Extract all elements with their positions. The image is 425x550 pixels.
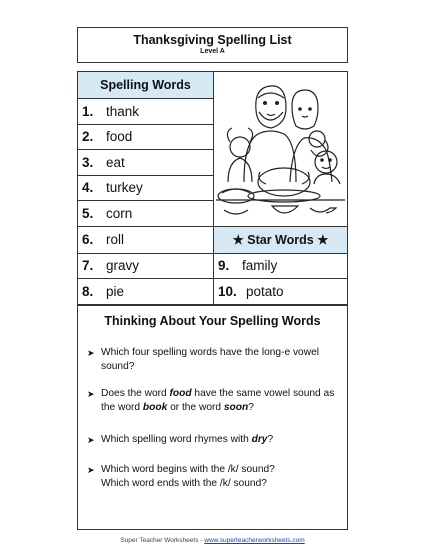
word: gravy — [106, 258, 140, 274]
word-row: 8. pie — [78, 279, 214, 305]
questions-heading: Thinking About Your Spelling Words — [104, 314, 321, 328]
arrow-icon: ➤ — [87, 348, 95, 358]
word-row: 4. turkey — [78, 175, 214, 201]
word: family — [242, 258, 278, 274]
word: roll — [106, 232, 125, 247]
arrow-icon: ➤ — [87, 389, 95, 399]
word: turkey — [106, 180, 143, 196]
word-row: 6. roll — [78, 226, 214, 253]
questions-box — [77, 305, 348, 530]
star-word-row: 10. potato — [214, 279, 348, 305]
word-row: 5. corn — [78, 201, 214, 227]
word-row: 2. food — [78, 124, 214, 150]
word: eat — [106, 154, 125, 170]
word: food — [106, 129, 133, 145]
word-row: 1. thank — [78, 99, 214, 125]
question-item: ➤ Which four spelling words have the long-e vowel sound? — [87, 347, 320, 372]
question-item: ➤ Does the word food have the same vowel sound as the word book or the word soon? — [87, 388, 335, 413]
title-box — [77, 27, 348, 63]
star-word-row: 9. family — [214, 253, 348, 279]
word: corn — [106, 205, 133, 221]
level-label: Level A — [200, 48, 225, 55]
spelling-words-heading: Spelling Words — [78, 72, 214, 99]
arrow-icon: ➤ — [87, 435, 95, 445]
arrow-icon: ➤ — [87, 465, 95, 475]
star-words-heading: ★ Star Words ★ — [214, 226, 348, 253]
family-illustration — [214, 72, 348, 227]
footer: Super Teacher Worksheets - www.superteacherworksheets.com — [120, 537, 305, 544]
word: thank — [106, 103, 140, 119]
question-item: ➤ Which word begins with the /k/ sound? Which word ends with the /k/ sound? — [87, 464, 275, 489]
page-title: Thanksgiving Spelling List — [133, 33, 292, 47]
spelling-table — [77, 71, 348, 305]
question-item: ➤ Which spelling word rhymes with dry? — [87, 434, 274, 445]
word: potato — [246, 283, 284, 299]
word: pie — [106, 283, 125, 299]
word-row: 3. eat — [78, 150, 214, 176]
footer-link[interactable]: www.superteacherworksheets.com — [204, 537, 305, 544]
word-row: 7. gravy — [78, 253, 214, 279]
thanksgiving-family-image — [214, 72, 347, 222]
